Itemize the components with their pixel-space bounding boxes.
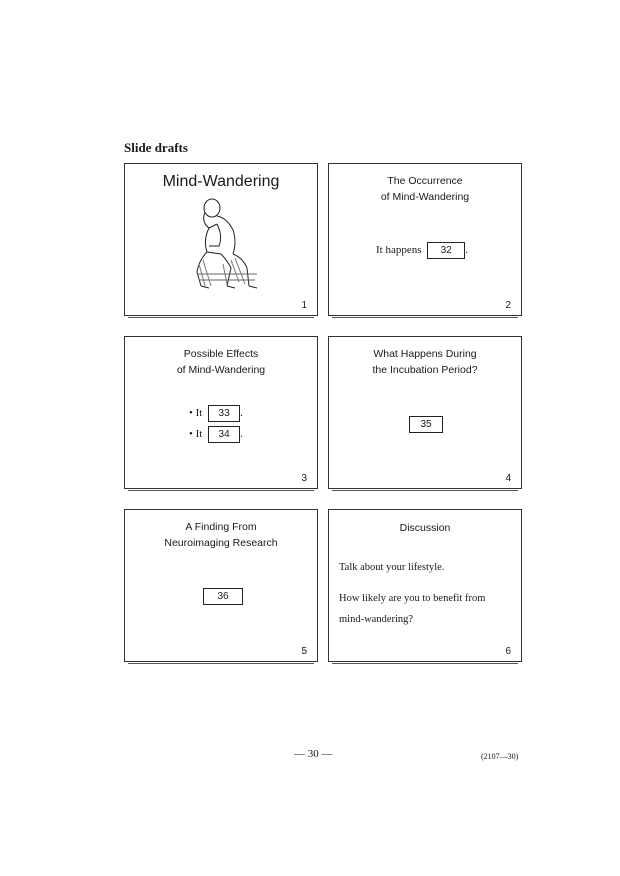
slide-6-line-3: mind-wandering?	[339, 614, 414, 625]
blank-box-35: 35	[409, 416, 443, 433]
slide-4	[328, 336, 522, 489]
slide-2-title-line2: of Mind-Wandering	[380, 191, 470, 203]
blank-box-34: 34	[208, 426, 240, 443]
blank-box-33: 33	[208, 405, 240, 422]
slide-6-line-1: Talk about your lifestyle.	[339, 562, 445, 573]
thinker-statue-icon	[187, 194, 267, 294]
sentence-text: It happens	[376, 244, 422, 256]
bullet-period: .	[240, 407, 243, 419]
slide-number: 2	[505, 300, 511, 311]
page-number: — 30 —	[294, 748, 333, 760]
slide-5-title-line1: A Finding From	[185, 521, 257, 533]
slide-3-bullet-2	[189, 426, 243, 443]
slide-6-title: Discussion	[399, 522, 451, 534]
sentence-period: .	[465, 244, 469, 256]
slide-number: 6	[505, 646, 511, 657]
slide-3-title-line1: Possible Effects	[183, 348, 259, 360]
exam-code: (2107—30)	[481, 752, 519, 761]
slide-number: 4	[505, 473, 511, 484]
slide-1	[124, 163, 318, 316]
slide-3-title-line2: of Mind-Wandering	[176, 364, 266, 376]
slide-2-sentence	[376, 242, 468, 259]
slide-4-title-line1: What Happens During	[373, 348, 477, 360]
slide-3-bullet-1	[189, 405, 243, 422]
bullet-text: • It	[189, 428, 203, 440]
slide-number: 1	[301, 300, 307, 311]
slide-number: 3	[301, 473, 307, 484]
slide-5	[124, 509, 318, 662]
slide-4-title-line2: the Incubation Period?	[372, 364, 478, 376]
slide-6-line-2: How likely are you to benefit from	[339, 593, 486, 604]
slide-2	[328, 163, 522, 316]
bullet-period: .	[240, 428, 243, 440]
slide-6	[328, 509, 522, 662]
slide-5-title-line2: Neuroimaging Research	[164, 537, 278, 549]
section-heading: Slide drafts	[124, 140, 188, 155]
slide-4-blank	[409, 416, 443, 433]
blank-box-32: 32	[427, 242, 465, 259]
slide-2-title-line1: The Occurrence	[387, 175, 463, 187]
slide-number: 5	[301, 646, 307, 657]
slide-1-title: Mind-Wandering	[162, 173, 280, 190]
slide-3	[124, 336, 318, 489]
blank-box-36: 36	[203, 588, 243, 605]
bullet-text: • It	[189, 407, 203, 419]
slide-5-blank	[203, 588, 243, 605]
